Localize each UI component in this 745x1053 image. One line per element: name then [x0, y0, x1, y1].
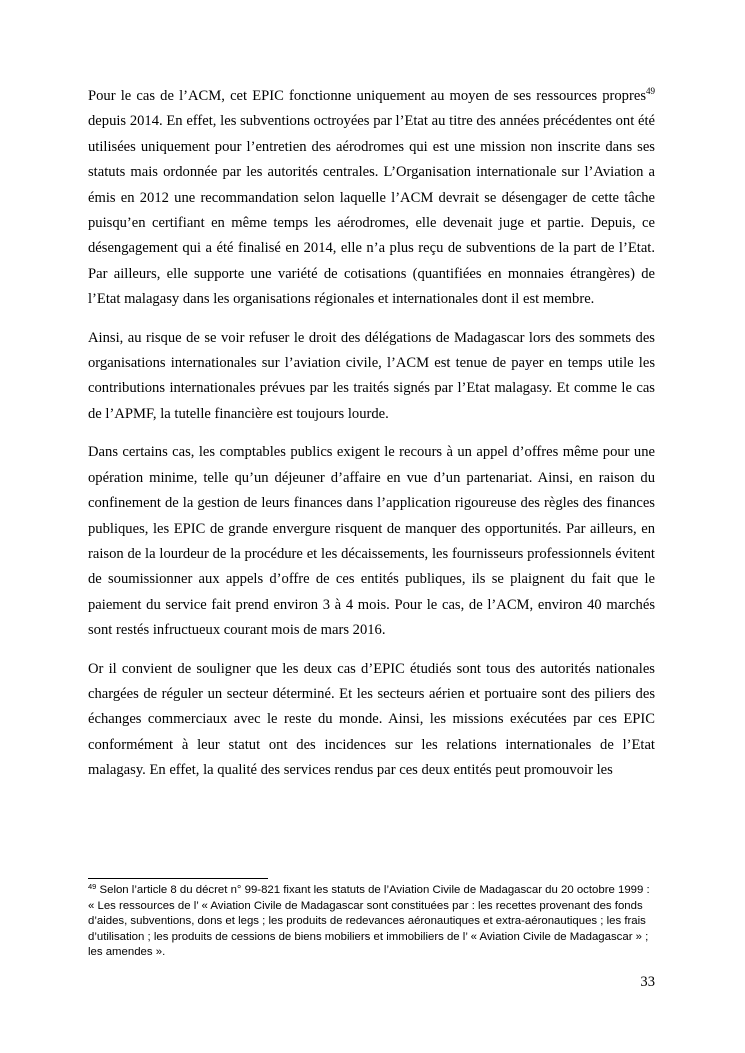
paragraph-1	[88, 84, 655, 313]
body-text	[88, 84, 655, 797]
footnote-number: 49	[88, 882, 97, 891]
paragraph-2: Ainsi, au risque de se voir refuser le droit des délégations de Madagascar lors des sommets des organisations internationales sur l’aviation civile, l’ACM est tenue de payer en temps utile les contributions internationales prévues par les traités signés par l’Etat malagasy. Et comme le cas de l’APMF, la tutelle financière est toujours lourde.	[88, 329, 655, 422]
paragraph-1-text: Pour le cas de l’ACM, cet EPIC fonctionne uniquement au moyen de ses ressources propres	[88, 88, 646, 104]
paragraph-3: Dans certains cas, les comptables publics exigent le recours à un appel d’offres même pour une opération minime, telle qu’un déjeuner d’affaire en vue d’un partenariat. Ainsi, en raison du confinement de la gestion de leurs finances dans l’application rigoureuse des règles des finances publiques, les EPIC de grande envergure risquent de manquer des opportunités. Par ailleurs, en raison de la lourdeur de la procédure et les décaissements, les fournisseurs professionnels évitent de soumissionner aux appels d’offre de ces entités publiques, ils se plaignent du fait que le paiement du service fait prend environ 3 à 4 mois. Pour le cas, de l’ACM, environ 40 marchés sont restés infructueux courant mois de mars 2016.	[88, 444, 655, 639]
page-number: 33	[640, 974, 655, 990]
footnote-reference[interactable]: 49	[646, 86, 655, 96]
paragraph-1-text-continued: depuis 2014. En effet, les subventions octroyées par l’Etat au titre des années précédentes ont été utilisées uniquement pour l’entretien des aérodromes qui est une mission non inscrite dans ses statuts mais ordonnée par les autorités centrales. L’Organisation internationale sur l’Aviation a émis en 2012 une recommandation selon laquelle l’ACM devrait se désengager de cette tâche puisqu’en certifiant en même temps les aérodromes, elle devenait juge et partie. Depuis, ce désengagement qui a été finalisé en 2014, elle n’a plus reçu de subventions de la part de l’Etat. Par ailleurs, elle supporte une variété de cotisations (quantifiées en monnaies étrangères) de l’Etat malagasy dans les organisations régionales et internationales dont il est membre.	[88, 113, 655, 308]
footnote-text: Selon l’article 8 du décret n° 99-821 fixant les statuts de l’Aviation Civile de Madagascar du 20 octobre 1999 : « Les ressources de l’ « Aviation Civile de Madagascar sont constituées par : les recettes provenant des fonds d’aides, subventions, dons et legs ; les produits de redevances aéronautiques et extra-aéronautiques ; les frais d’utilisation ; les produits de cessions de biens mobiliers et immobiliers de l’ « Aviation Civile de Madagascar » ; les amendes ».	[88, 884, 650, 959]
footnote-separator	[88, 878, 268, 879]
footnote	[88, 883, 655, 961]
paragraph-4: Or il convient de souligner que les deux cas d’EPIC étudiés sont tous des autorités nationales chargées de réguler un secteur déterminé. Et les secteurs aérien et portuaire sont des piliers des échanges commerciaux avec le reste du monde. Ainsi, les missions exécutées par ces EPIC conformément à leur statut ont des incidences sur les relations internationales de l’Etat malagasy. En effet, la qualité des services rendus par ces deux entités peut promouvoir les	[88, 660, 655, 779]
